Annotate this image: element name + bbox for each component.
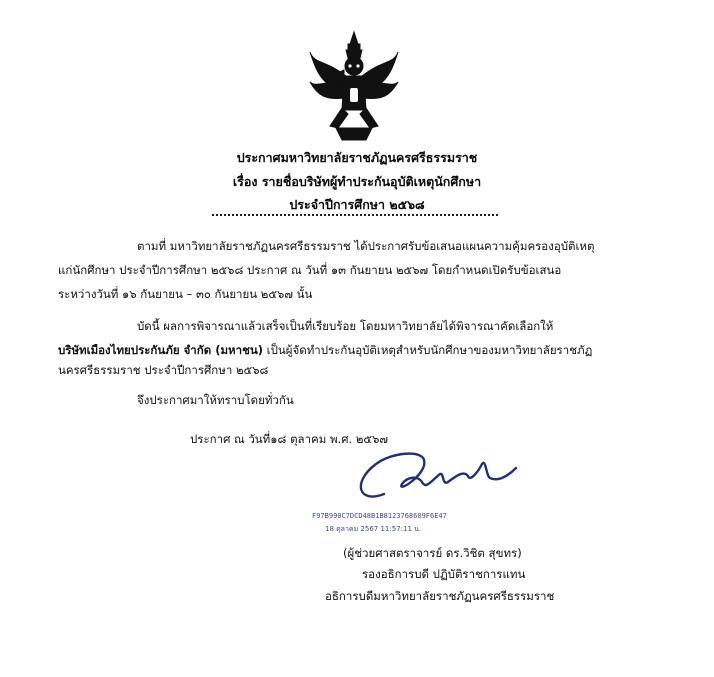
signer-role-2: อธิการบดีมหาวิทยาลัยราชภัฏนครศรีธรรมราช: [325, 589, 555, 603]
paragraph2-line1: บัดนี้ ผลการพิจารณาแล้วเสร็จเป็นที่เรียบร้อย โดยมหาวิทยาลัยได้พิจารณาคัดเลือกให้: [137, 319, 554, 333]
announcement-title: ประกาศมหาวิทยาลัยราชภัฏนครศรีธรรมราช: [236, 150, 478, 165]
paragraph1-line3: ระหว่างวันที่ ๑๖ กันยายน – ๓๐ กันยายน ๒๕๖๗ นั้น: [58, 287, 313, 301]
paragraph3: จึงประกาศมาให้ทราบโดยทั่วกัน: [137, 393, 294, 407]
company-name: บริษัทเมืองไทยประกันภัย จำกัด (มหาชน): [58, 343, 264, 357]
signature-hash: F97B990C7DCD48B1B8123768609F6E47: [312, 512, 447, 520]
signer-name: (ผู้ช่วยศาสตราจารย์ ดร.วิชิต สุขทร): [343, 546, 522, 560]
announcement-date: ประกาศ ณ วันที่๑๘ ตุลาคม พ.ศ. ๒๕๖๗: [190, 432, 389, 446]
garuda-emblem-icon: [306, 30, 402, 142]
paragraph1-line1: ตามที่ มหาวิทยาลัยราชภัฏนครศรีธรรมราช ได้ประกาศรับข้อเสนอแผนความคุ้มครองอุบัติเหตุ: [137, 239, 595, 253]
paragraph2-line2: [58, 342, 592, 358]
signer-role-1: รองอธิการบดี ปฏิบัติราชการแทน: [362, 567, 526, 581]
handwritten-signature: [352, 446, 522, 514]
paragraph1-line2: แก่นักศึกษา ประจำปีการศึกษา ๒๕๖๘ ประกาศ ณ วันที่ ๑๓ กันยายน ๒๕๖๗ โดยกำหนดเปิดรับข้อเสนอ: [58, 263, 562, 277]
paragraph2-line3: นครศรีธรรมราช ประจำปีการศึกษา ๒๕๖๘: [58, 363, 269, 377]
announcement-subject: เรื่อง รายชื่อบริษัทผู้ทำประกันอุบัติเหตุนักศึกษา: [232, 174, 482, 189]
separator-dotted: [212, 214, 498, 216]
announcement-year: ประจำปีการศึกษา ๒๕๖๘: [289, 197, 425, 212]
signature-timestamp: 18 ตุลาคม 2567 11:57:11 น.: [325, 525, 422, 533]
paragraph2-line2-rest: เป็นผู้จัดทำประกันอุบัติเหตุสำหรับนักศึกษาของมหาวิทยาลัยราชภัฏ: [263, 343, 593, 357]
